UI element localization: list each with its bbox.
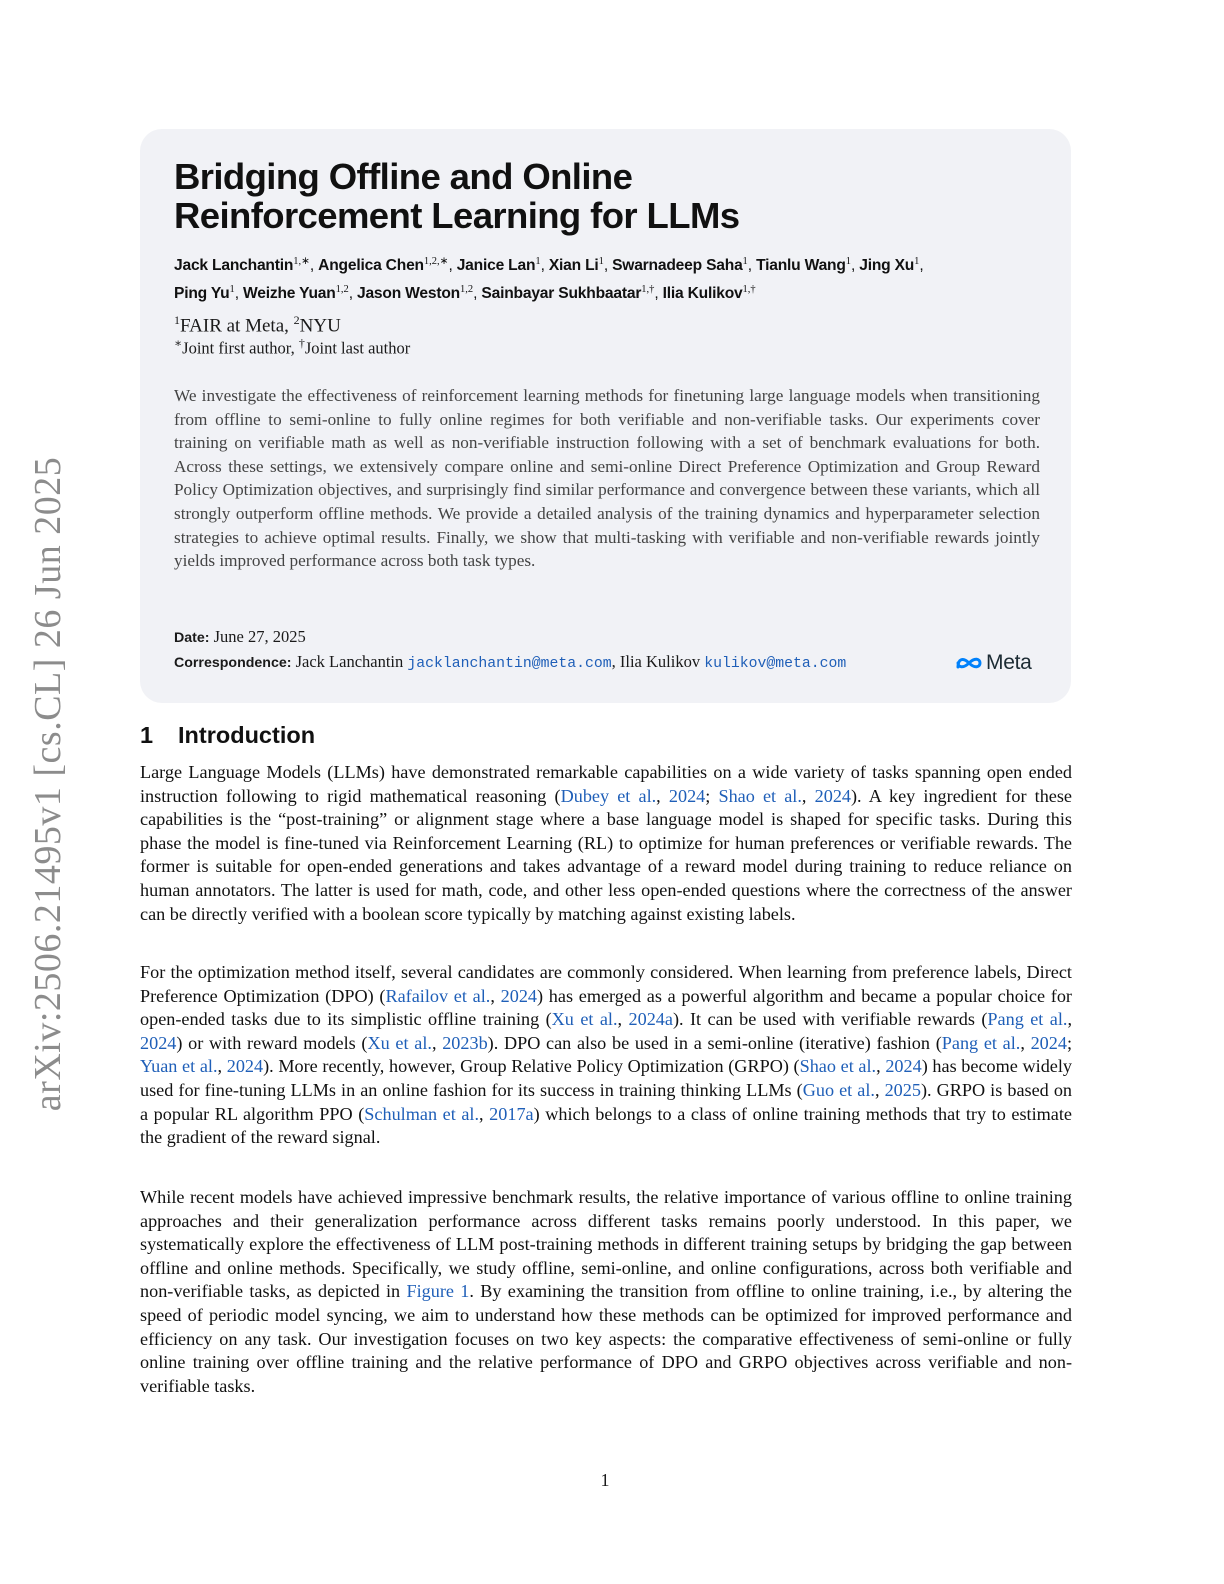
- section-heading-introduction: [140, 720, 315, 750]
- author-affiliation-marker: 1,†: [742, 284, 756, 296]
- paragraph-text: ;: [1066, 1032, 1073, 1053]
- meta-infinity-icon: [955, 655, 983, 671]
- citation-link[interactable]: Shao et al.: [718, 785, 802, 806]
- paragraph-text: ,: [1067, 1009, 1072, 1030]
- affiliations: $^1$FAIR at Meta, $^2$NYU: [174, 313, 341, 337]
- paragraph-text: Large Language Models (LLMs) have demonstrated remarkable capabilities on a wide variety of tasks spanning open ended instruction following to rigid mathematical reasoning (: [140, 762, 1072, 806]
- citation-link[interactable]: Figure 1: [406, 1281, 470, 1302]
- paragraph-text: While recent models have achieved impressive benchmark results, the relative importance of various offline to online training approaches and their generalization performance across different tasks remains poorly understood. In this paper, we systematically explore the effectiveness of LLM post-training methods in different training setups by bridging the gap between offline and online methods. Specifically, we study offline, semi-online, and online configurations, across both verifiable and non-verifiable tasks, as depicted in: [140, 1187, 1072, 1302]
- email-link-2[interactable]: kulikov@meta.com: [704, 656, 847, 672]
- author-affiliation-marker: 1: [229, 284, 235, 296]
- section-number: 1: [140, 722, 154, 748]
- correspondence-name-2: Ilia Kulikov: [619, 652, 701, 671]
- abstract: We investigate the effectiveness of reinforcement learning methods for finetuning large language models when transitioning from offline to semi-online to fully online regimes for both verifiable and non-verifiable tasks. Our experiments cover training on verifiable math as well as non-verifiable instruction following with a set of benchmark evaluations for both. Across these settings, we extensively compare online and semi-online Direct Preference Optimization and Group Reward Policy Optimization objectives, and surprisingly find similar performance and convergence between these variants, which all strongly outperform offline methods. We provide a detailed analysis of the training dynamics and hyperparameter selection strategies to achieve optimal results. Finally, we show that multi-tasking with verifiable and non-verifiable rewards jointly yields improved performance across both task types.: [174, 386, 1040, 571]
- author-name: Xian Li: [548, 257, 599, 275]
- author-name: Sainbayar Sukhbaatar: [481, 285, 642, 303]
- date-label: Date:: [174, 630, 210, 646]
- author-affiliation-marker: 1: [535, 256, 541, 267]
- citation-link[interactable]: 2025: [884, 1079, 921, 1100]
- paragraph-text: For the optimization method itself, several candidates are commonly considered. When learning from preference labels, Direct Preference Optimization (DPO) (: [140, 962, 1072, 1006]
- author-list: Jack Lanchantin$^{1,∗}$, Angelica Chen$^{1,2,∗}$, Janice Lan$^1$, Xian Li$^1$, Swarnadeep Saha$^1$, Tianlu Wang$^1$, Jing Xu$^1$, Ping Yu$^1$, Weizhe Yuan$^{1,2}$, Jason Weston$^{1,2}$, Sainbayar Sukhbaatar$^{1,\dagger}$, Ilia Kulikov$^{1,\dagger}$: [174, 256, 924, 303]
- correspondence-name-1: Jack Lanchantin: [295, 652, 404, 671]
- citation-link[interactable]: Pang et al.: [987, 1009, 1068, 1030]
- author-notes: ∗Joint first author, †Joint last author: [174, 336, 411, 358]
- citation-link[interactable]: 2024: [885, 1056, 922, 1077]
- paragraph-text: ). A key ingredient for these capabilities is the “post-training” or alignment stage where a base language model is shaped for specific tasks. During this phase the model is fine-tuned via Reinforcement Learning (RL) to optimize for human preferences or verifiable rewards. The former is suitable for open-ended generations and takes advantage of a reward model during training to reduce reliance on human annotators. The latter is used for math, code, and other less open-ended questions where the correctness of the answer can be directly verified with a boolean score typically by matching against existing labels.: [140, 785, 1073, 924]
- author-name: Ilia Kulikov: [662, 285, 743, 303]
- citation-link[interactable]: 2024a: [628, 1009, 673, 1030]
- citation-link[interactable]: Guo et al.: [802, 1079, 875, 1100]
- paragraph-text: ,: [876, 1056, 886, 1077]
- correspondence-label: Correspondence:: [174, 655, 292, 671]
- author-affiliation-marker: 1: [598, 256, 604, 267]
- author-affiliation-marker: 1: [742, 256, 748, 267]
- paragraph-text: ) or with reward models (: [176, 1032, 368, 1053]
- meta-logo: [955, 651, 1032, 675]
- paragraph-text: ). GRPO is based on a popular RL algorithm PPO (: [140, 1079, 1073, 1124]
- paragraph-text: ,: [490, 985, 501, 1006]
- citation-link[interactable]: Xu et al.: [367, 1032, 432, 1053]
- paragraph-text: ,: [617, 1009, 629, 1030]
- paragraph-text: ) has become widely used for fine-tuning LLMs in an online fashion for its success in training thinking LLMs (: [140, 1056, 1073, 1100]
- paragraph-text: ,: [874, 1079, 885, 1100]
- title-line-2: Reinforcement Learning for LLMs: [174, 195, 740, 236]
- paragraph-text: ;: [705, 785, 719, 806]
- citation-link[interactable]: Schulman et al.: [364, 1103, 480, 1124]
- citation-link[interactable]: 2024: [1030, 1032, 1067, 1053]
- author-affiliation-marker: 1: [914, 256, 920, 267]
- citation-link[interactable]: 2024: [668, 785, 706, 806]
- author-name: Angelica Chen: [318, 257, 424, 275]
- author-affiliation-marker: 1,†: [641, 284, 655, 296]
- paragraph-text: ,: [217, 1056, 227, 1077]
- citation-link[interactable]: Dubey et al.: [560, 785, 657, 806]
- paragraph-text: ). It can be used with verifiable rewards (: [672, 1009, 988, 1030]
- author-affiliation-marker: 1,2: [335, 284, 349, 296]
- date-line: [174, 627, 306, 648]
- author-name: Janice Lan: [456, 257, 536, 275]
- citation-link[interactable]: 2024: [226, 1056, 264, 1077]
- author-affiliation-marker: 1,2,∗: [423, 256, 449, 267]
- citation-link[interactable]: 2024: [140, 1032, 177, 1053]
- arxiv-identifier: arXiv:2506.21495v1 [cs.CL] 26 Jun 2025: [27, 456, 69, 1112]
- meta-wordmark: Meta: [986, 651, 1032, 674]
- citation-link[interactable]: Yuan et al.: [140, 1056, 218, 1077]
- paper-title: [174, 157, 1034, 235]
- intro-paragraph-1: [140, 761, 1072, 926]
- citation-link[interactable]: 2024: [814, 785, 851, 806]
- citation-link[interactable]: Xu et al.: [551, 1009, 618, 1030]
- correspondence-line: Correspondence: Jack Lanchantin jacklanchantin@meta.com, Ilia Kulikov kulikov@meta.com: [174, 652, 847, 672]
- author-affiliation-marker: 1: [845, 256, 851, 267]
- author-name: Ping Yu: [174, 285, 230, 303]
- citation-link[interactable]: 2017a: [489, 1103, 534, 1124]
- citation-link[interactable]: 2023b: [442, 1032, 488, 1053]
- paragraph-text: ,: [431, 1032, 443, 1053]
- paragraph-text: . By examining the transition from offline to online training, i.e., by altering the speed of periodic model syncing, we aim to understand how these methods can be optimized for improved performance and efficiency on any task. Our investigation focuses on two key aspects: the comparative effectiveness of semi-online or fully online training over offline training and the relative performance of DPO and GRPO objectives across verifiable and non-verifiable tasks.: [140, 1281, 1072, 1396]
- author-name: Jing Xu: [859, 257, 915, 275]
- paragraph-text: ,: [656, 785, 669, 806]
- author-affiliation-marker: 1,∗: [293, 256, 310, 267]
- paragraph-text: ) has emerged as a powerful algorithm and became a popular choice for open-ended tasks due to its simplistic offline training (: [140, 985, 1072, 1030]
- date-value: June 27, 2025: [213, 627, 306, 646]
- paragraph-text: ,: [479, 1103, 490, 1124]
- author-name: Jack Lanchantin: [174, 257, 294, 275]
- paragraph-text: ). More recently, however, Group Relative Policy Optimization (GRPO) (: [263, 1056, 800, 1077]
- page-number: 1: [600, 1470, 610, 1490]
- citation-link[interactable]: 2024: [500, 985, 537, 1006]
- author-name: Jason Weston: [356, 285, 460, 303]
- intro-paragraph-2: [140, 961, 1072, 1150]
- email-link-1[interactable]: jacklanchantin@meta.com: [407, 656, 612, 672]
- author-name: Weizhe Yuan: [243, 285, 336, 303]
- citation-link[interactable]: Shao et al.: [799, 1056, 877, 1077]
- citation-link[interactable]: Rafailov et al.: [385, 985, 491, 1006]
- author-name: Tianlu Wang: [756, 257, 846, 275]
- paragraph-text: ) which belongs to a class of online training methods that try to estimate the gradient of the reward signal.: [140, 1103, 1072, 1148]
- paragraph-text: ). DPO can also be used in a semi-online (iterative) fashion (: [487, 1032, 942, 1053]
- author-affiliation-marker: 1,2: [460, 284, 474, 296]
- title-line-1: Bridging Offline and Online: [174, 156, 633, 197]
- paragraph-text: ,: [1020, 1032, 1031, 1053]
- paragraph-text: ,: [801, 785, 815, 806]
- section-title: Introduction: [178, 722, 316, 748]
- intro-paragraph-3: [140, 1186, 1072, 1398]
- author-name: Swarnadeep Saha: [612, 257, 743, 275]
- citation-link[interactable]: Pang et al.: [941, 1032, 1021, 1053]
